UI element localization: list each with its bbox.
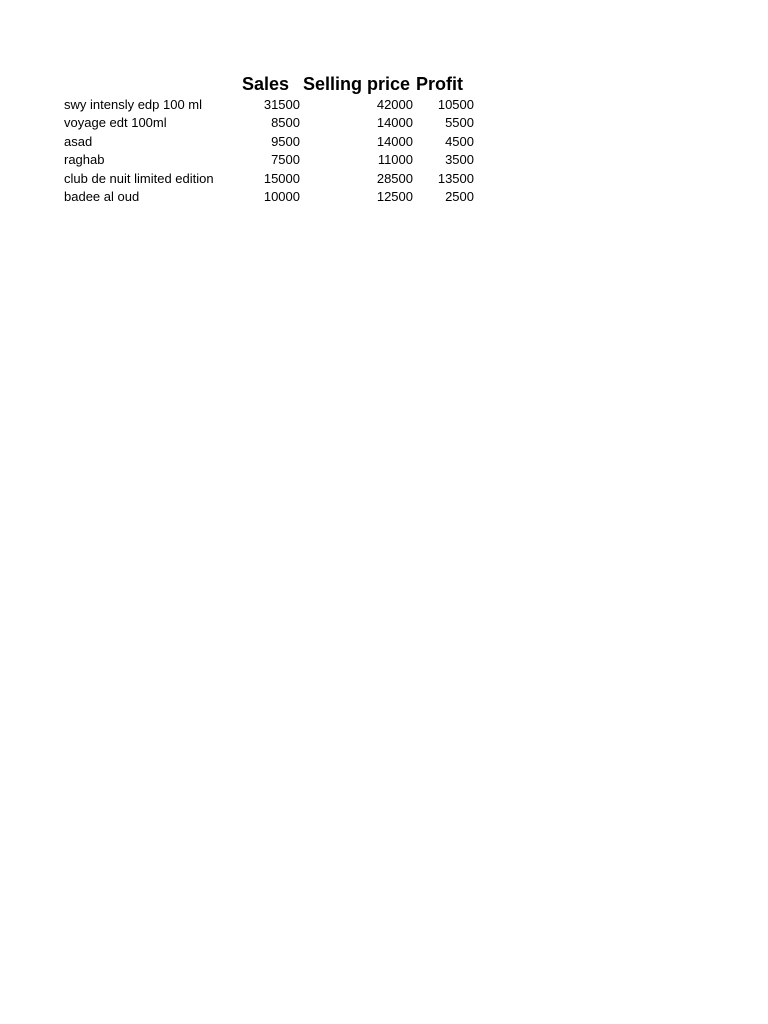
cell-sales: 10000 bbox=[263, 188, 300, 204]
cell-sales: 7500 bbox=[271, 152, 300, 168]
table-row bbox=[64, 114, 484, 132]
header-selling-price: Selling price bbox=[303, 74, 411, 94]
cell-sales: 31500 bbox=[263, 97, 300, 112]
cell-product-name: raghab bbox=[64, 152, 105, 168]
cell-profit: 2500 bbox=[445, 188, 474, 204]
cell-profit: 10500 bbox=[437, 97, 474, 112]
cell-selling-price: 11000 bbox=[377, 152, 413, 168]
sales-table bbox=[64, 72, 484, 206]
cell-profit: 13500 bbox=[437, 170, 474, 186]
table-row bbox=[64, 133, 484, 151]
cell-product-name: swy intensly edp 100 ml bbox=[64, 97, 203, 112]
cell-selling-price: 28500 bbox=[376, 170, 413, 186]
cell-sales: 9500 bbox=[271, 133, 300, 149]
cell-product-name: badee al oud bbox=[64, 188, 140, 204]
table-row bbox=[64, 188, 484, 206]
cell-profit: 5500 bbox=[445, 115, 474, 131]
cell-profit: 4500 bbox=[445, 133, 474, 149]
table-body bbox=[64, 96, 484, 206]
cell-profit: 3500 bbox=[445, 152, 474, 168]
cell-selling-price: 14000 bbox=[376, 115, 413, 131]
cell-selling-price: 14000 bbox=[376, 133, 413, 149]
cell-product-name: club de nuit limited edition bbox=[64, 170, 214, 186]
header-profit: Profit bbox=[416, 74, 463, 94]
table-row bbox=[64, 151, 484, 169]
cell-product-name: asad bbox=[64, 133, 93, 149]
cell-product-name: voyage edt 100ml bbox=[64, 115, 167, 131]
cell-selling-price: 42000 bbox=[376, 97, 413, 112]
table-row bbox=[64, 170, 484, 188]
table-row bbox=[64, 96, 484, 114]
cell-sales: 15000 bbox=[263, 170, 300, 186]
table-header-row bbox=[64, 72, 484, 96]
cell-sales: 8500 bbox=[271, 115, 300, 131]
cell-selling-price: 12500 bbox=[376, 188, 413, 204]
header-sales: Sales bbox=[242, 74, 290, 94]
